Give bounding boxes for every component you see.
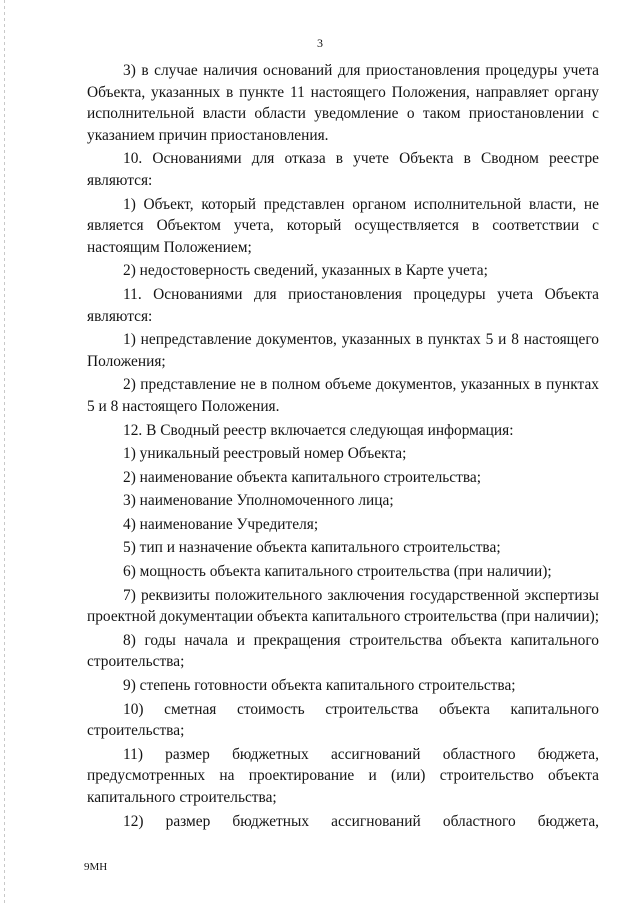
scan-edge [4, 0, 5, 905]
list-item: 11) размер бюджетных ассигнований областного бюджета, предусмотренных на проектирование и (или) строительство объекта капитального строительства; [87, 745, 599, 806]
list-item: 9) степень готовности объекта капитального строительства; [123, 677, 516, 695]
list-item: 10) сметная стоимость строительства объекта капитального строительства; [87, 700, 599, 740]
paragraph: 2) недостоверность сведений, указанных в Карте учета; [123, 262, 488, 280]
page-number: 3 [317, 36, 323, 50]
list-item: 3) наименование Уполномоченного лица; [123, 492, 394, 510]
list-item: 8) годы начала и прекращения строительства объекта капитального строительства; [87, 631, 599, 671]
paragraph: 11. Основаниями для приостановления процедуры учета Объекта являются: [87, 285, 599, 325]
paragraph: 2) представление не в полном объеме документов, указанных в пунктах 5 и 8 настоящего Положения. [87, 376, 599, 415]
paragraph: 10. Основаниями для отказа в учете Объекта в Сводном реестре являются: [87, 150, 599, 189]
list-item: 7) реквизиты положительного заключения государственной экспертизы проектной документации объекта капитального строительства (при наличии); [87, 586, 599, 626]
list-item: 5) тип и назначение объекта капитального строительства; [123, 539, 501, 557]
paragraph: 1) непредставление документов, указанных в пунктах 5 и 8 настоящего Положения; [87, 331, 599, 370]
list-item: 1) уникальный реестровый номер Объекта; [123, 445, 407, 463]
footer-code: 9МН [84, 861, 108, 873]
list-item: 2) наименование объекта капитального строительства; [123, 468, 482, 486]
list-item: 12) размер бюджетных ассигнований областного бюджета, [123, 812, 599, 830]
paragraph: 3) в случае наличия оснований для приостановления процедуры учета Объекта, указанных в пункте 11 настоящего Положения, направляет органу исполнительной власти области уведомление о таком приостановлении с указанием причин приостановления. [87, 62, 599, 144]
list-item: 6) мощность объекта капитального строительства (при наличии); [123, 563, 552, 581]
document-body [87, 60, 599, 834]
paragraph: 1) Объект, который представлен органом исполнительной власти, не является Объектом учета, который осуществляется в соответствии с настоящим Положением; [87, 195, 599, 256]
list-item: 4) наименование Учредителя; [123, 515, 319, 533]
paragraph: 12. В Сводный реестр включается следующая информация: [123, 421, 514, 439]
